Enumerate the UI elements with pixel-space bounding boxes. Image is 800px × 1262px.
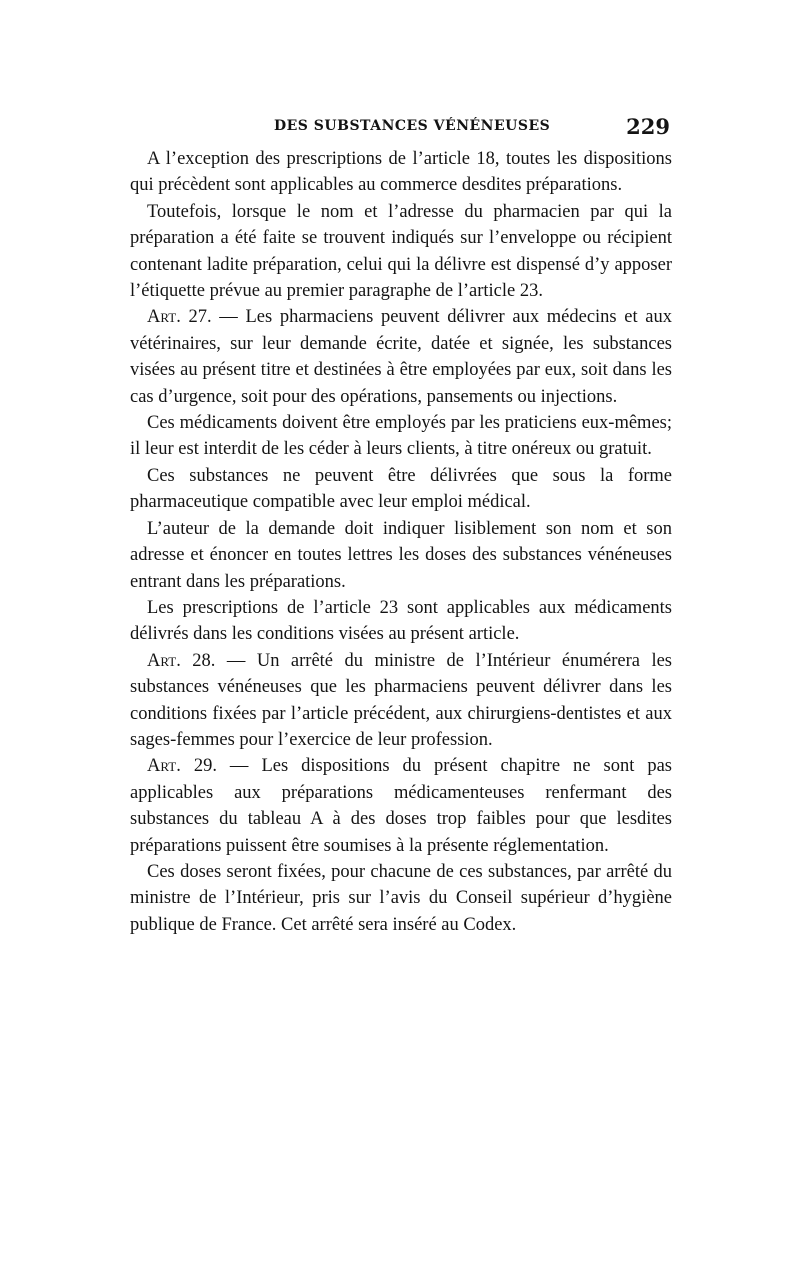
paragraph (130, 146, 672, 199)
paragraph-text: Ces substances ne peuvent être délivrées que sous la forme pharmaceutique compatible avec leur emploi médical. (130, 465, 672, 513)
article-29-paragraph (130, 753, 672, 859)
article-label: Art. 29. — (147, 756, 249, 777)
paragraph-text: Ces médicaments doivent être employés par les praticiens eux-mêmes; il leur est interdit de les céder à leurs clients, à titre onéreux ou gratuit. (130, 413, 672, 460)
paragraph (130, 595, 672, 648)
article-27-paragraph (130, 304, 672, 410)
paragraph (130, 463, 672, 516)
paragraph-text: Les prescriptions de l’article 23 sont applicables aux médicaments délivrés dans les conditions visées au présent article. (130, 597, 672, 645)
paragraph-text: Toutefois, lorsque le nom et l’adresse du pharmacien par qui la préparation a été faite se trouvent indiqués sur l’enveloppe ou récipient contenant ladite préparation, celui qui la délivre est dispensé d’y apposer l’étiquette prévue au premier paragraphe de l’article 23. (130, 201, 672, 302)
paragraph-text: Un arrêté du ministre de l’Intérieur énumérera les substances vénéneuses que les pharmaciens peuvent délivrer dans les conditions fixées par l’article précédent, aux chirurgiens-dentistes et aux sages-femmes pour l’exercice de leur profession. (130, 650, 672, 750)
running-title: DES SUBSTANCES VÉNÉNEUSES (274, 118, 551, 134)
paragraph-text: A l’exception des prescriptions de l’article 18, toutes les dispositions qui précèdent sont applicables au commerce desdites préparations. (130, 149, 672, 196)
article-label: Art. 28. — (147, 650, 246, 671)
paragraph (130, 859, 672, 938)
page-number: 229 (626, 114, 670, 139)
paragraph-text: Les dispositions du présent chapitre ne sont pas applicables aux préparations médicamenteuses renfermant des substances du tableau A à des doses trop faibles pour que lesdites préparations puissent être soumises à la présente réglementation. (130, 756, 672, 856)
paragraph-text: L’auteur de la demande doit indiquer lisiblement son nom et son adresse et énoncer en toutes lettres les doses des substances vénéneuses entrant dans les préparations. (130, 518, 672, 592)
running-head (130, 116, 670, 144)
paragraph (130, 516, 672, 595)
paragraph-text: Ces doses seront fixées, pour chacune de ces substances, par arrêté du ministre de l’Intérieur, pris sur l’avis du Conseil supérieur d’hygiène publique de France. Cet arrêté sera inséré au Codex. (130, 861, 672, 935)
article-label: Art. 27. — (147, 307, 238, 328)
body-text (130, 146, 672, 938)
paragraph (130, 199, 672, 305)
paragraph-text: Les pharmaciens peuvent délivrer aux médecins et aux vétérinaires, sur leur demande écrite, datée et signée, les substances visées au présent titre et destinées à être employées par eux, soit dans les cas d’urgence, soit pour des opérations, pansements ou injections. (130, 307, 673, 407)
paragraph (130, 410, 672, 463)
article-28-paragraph (130, 648, 672, 754)
